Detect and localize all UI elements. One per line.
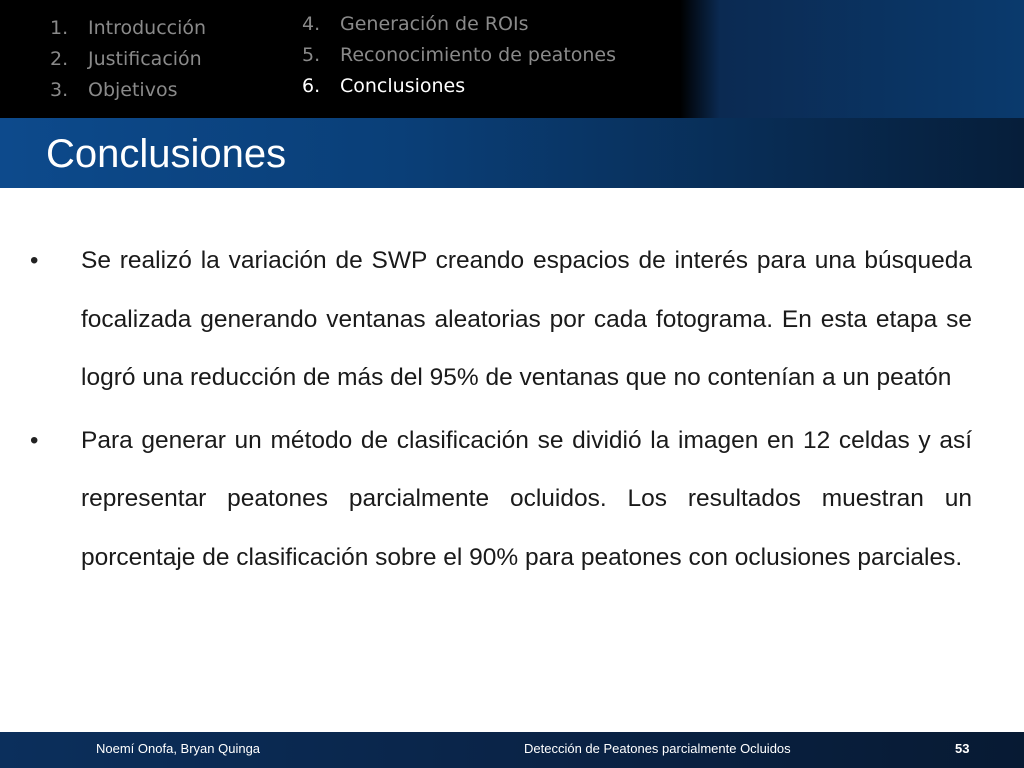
- agenda-item-label: Generación de ROIs: [340, 13, 529, 35]
- slide-content: [28, 232, 972, 591]
- agenda-list-right: [302, 9, 616, 102]
- agenda-item-number: 3.: [50, 79, 69, 101]
- agenda-item-conclusiones[interactable]: [302, 71, 616, 102]
- bullet-item: [28, 412, 972, 588]
- agenda-item-number: 1.: [50, 17, 69, 39]
- slide-title: Conclusiones: [46, 132, 287, 176]
- agenda-item-introduccion[interactable]: [50, 13, 206, 44]
- title-bar: [0, 118, 1024, 188]
- footer-authors: Noemí Onofa, Bryan Quinga: [96, 741, 261, 756]
- agenda-item-label: Conclusiones: [340, 75, 466, 97]
- agenda-item-number: 2.: [50, 48, 69, 70]
- bullet-marker: •: [30, 247, 39, 274]
- bullet-item: [28, 232, 972, 408]
- page-number: 53: [955, 741, 970, 756]
- agenda-item-objetivos[interactable]: [50, 75, 206, 106]
- agenda-item-justificacion[interactable]: [50, 44, 206, 75]
- agenda-list-left: [50, 13, 206, 106]
- agenda-item-generacion-rois[interactable]: [302, 9, 616, 40]
- agenda-item-label: Justificación: [88, 48, 202, 70]
- bullet-text: Se realizó la variación de SWP creando espacios de interés para una búsqueda focalizada generando ventanas aleatorias por cada fotograma. En esta etapa se logró una reducción de más del 95% de ventanas que no contenían a un peatón: [81, 247, 972, 391]
- agenda-item-number: 5.: [302, 44, 321, 66]
- agenda-nav: [0, 0, 1024, 118]
- footer-title: Detección de Peatones parcialmente Ocluidos: [524, 741, 791, 756]
- agenda-item-label: Introducción: [88, 17, 207, 39]
- bullet-marker: •: [30, 426, 39, 454]
- bullet-text: Para generar un método de clasificación se dividió la imagen en 12 celdas y así representar peatones parcialmente ocluidos. Los resultados muestran un porcentaje de clasificación sobre el 90% para peatones con oclusiones parciales.: [81, 426, 972, 571]
- agenda-item-number: 4.: [302, 13, 321, 35]
- agenda-item-number: 6.: [302, 75, 321, 97]
- agenda-item-reconocimiento[interactable]: [302, 40, 616, 71]
- agenda-item-label: Objetivos: [88, 79, 178, 101]
- agenda-item-label: Reconocimiento de peatones: [340, 44, 617, 66]
- slide-footer: [0, 732, 1024, 768]
